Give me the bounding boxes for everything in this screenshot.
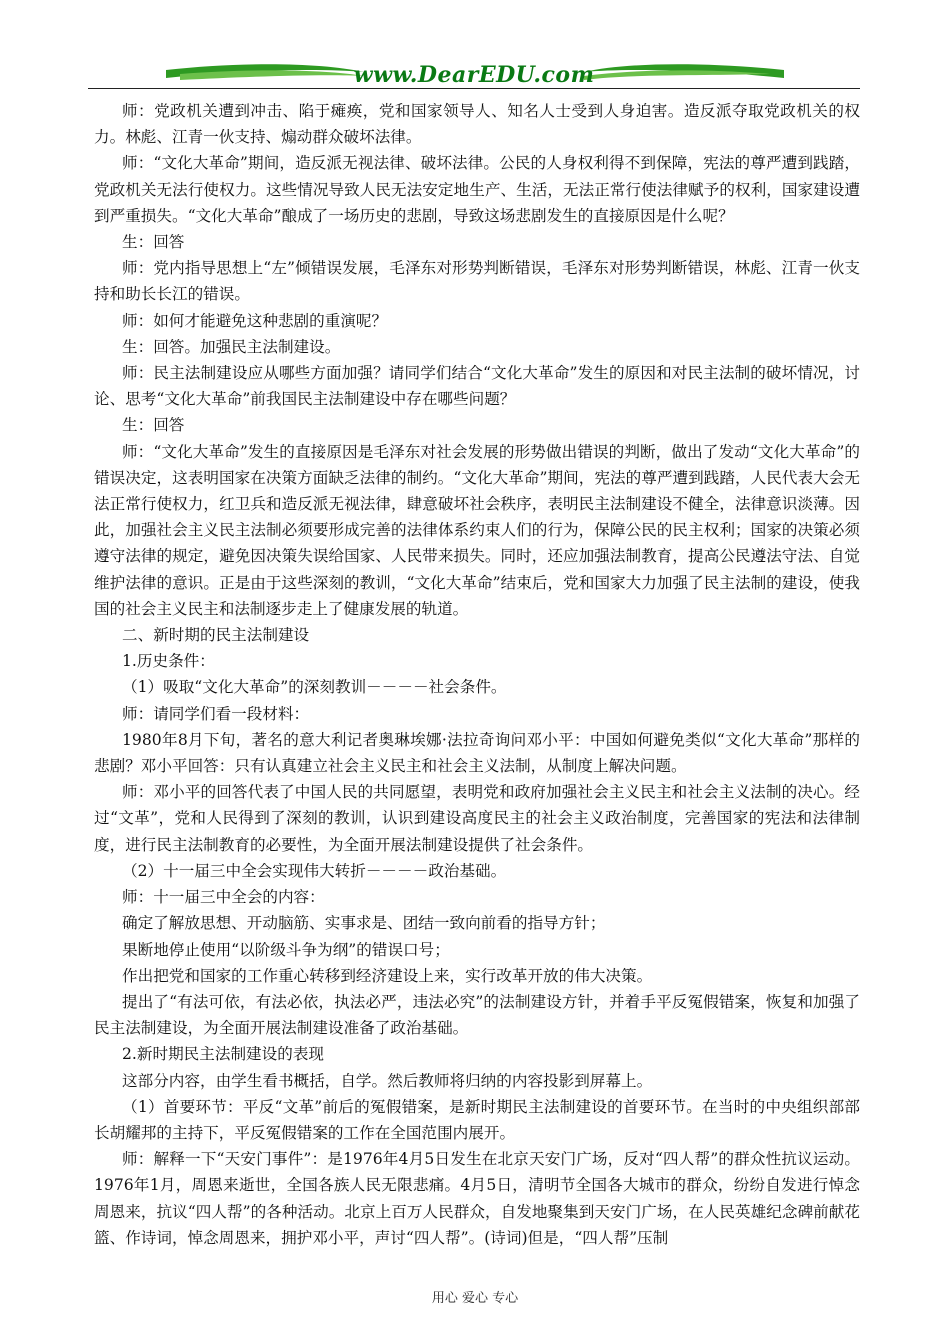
paragraph: 师：民主法制建设应从哪些方面加强？请同学们结合“文化大革命”发生的原因和对民主法制的破坏情况，讨论、思考“文化大革命”前我国民主法制建设中存在哪些问题？	[94, 364, 860, 409]
paragraph: （1）吸取“文化大革命”的深刻教训－－－－社会条件。	[122, 678, 507, 697]
page-footer: 用心 爱心 专心	[431, 1291, 519, 1306]
paragraph: 这部分内容，由学生看书概括，自学。然后教师将归纳的内容投影到屏幕上。	[122, 1071, 653, 1090]
paragraph: （1）首要环节：平反“文革”前后的冤假错案，是新时期民主法制建设的首要环节。在当时的中央组织部部长胡耀邦的主持下，平反冤假错案的工作在全国范围内展开。	[94, 1097, 860, 1142]
paragraph: 生：回答。加强民主法制建设。	[122, 337, 341, 356]
quoted-material: 1980年8月下旬，著名的意大利记者奥琳埃娜·法拉奇询问邓小平：中国如何避免类似“文化大革命”那样的悲剧？邓小平回答：只有认真建立社会主义民主和社会主义法制，从制度上解决问题。	[94, 730, 860, 776]
paragraph: 师：请同学们看一段材料：	[122, 704, 310, 723]
paragraph: 师：十一届三中全会的内容：	[122, 888, 325, 907]
section-heading: 二、新时期的民主法制建设	[122, 626, 310, 645]
paragraph: 师：党内指导思想上“左”倾错误发展，毛泽东对形势判断错误，毛泽东对形势判断错误，林彪、江青一伙支持和助长长江的错误。	[94, 259, 860, 304]
list-item: 确定了解放思想、开动脑筋、实事求是、团结一致向前看的指导方针；	[122, 914, 606, 933]
paragraph: 生：回答	[122, 233, 185, 252]
list-item: 果断地停止使用“以阶级斗争为纲”的错误口号；	[122, 940, 450, 959]
site-name: www.DearEDU.com	[353, 62, 595, 88]
paragraph: 师：解释一下“天安门事件”：是1976年4月5日发生在北京天安门广场，反对“四人帮”的群众性抗议运动。1976年1月，周恩来逝世，全国各族人民无限悲痛。4月5日，清明节全国各大城市的群众，纷纷自发进行悼念周恩来，抗议“四人帮”的各种活动。北京上百万人民群众，自发地聚集到天安门广场，在人民英雄纪念碑前献花篮、作诗词，悼念周恩来，拥护邓小平，声讨“四人帮”。(诗词)但是，“四人帮”压制	[94, 1150, 860, 1247]
paragraph: 师：“文化大革命”期间，造反派无视法律、破坏法律。公民的人身权利得不到保障，宪法的尊严遭到践踏，党政机关无法行使权力。这些情况导致人民无法安定地生产、生活，无法正常行使法律赋予的权利，国家建设遭到严重损失。“文化大革命”酿成了一场历史的悲剧，导致这场悲剧发生的直接原因是什么呢？	[94, 154, 860, 225]
article-body	[94, 98, 860, 1251]
paragraph: 师：如何才能避免这种悲剧的重演呢？	[122, 311, 388, 330]
header-divider	[88, 88, 860, 89]
paragraph: 师：“文化大革命”发生的直接原因是毛泽东对社会发展的形势做出错误的判断，做出了发动“文化大革命”的错误决定，这表明国家在决策方面缺乏法律的制约。“文化大革命”期间，宪法的尊严遭到践踏，人民代表大会无法正常行使权力，红卫兵和造反派无视法律，肆意破坏社会秩序，表明民主法制建设不健全，法律意识淡薄。因此，加强社会主义民主法制必须要形成完善的法律体系约束人们的行为，保障公民的民主权利；国家的决策必须遵守法律的规定，避免因决策失误给国家、人民带来损失。同时，还应加强法制教育，提高公民遵法守法、自觉维护法律的意识。正是由于这些深刻的教训，“文化大革命”结束后，党和国家大力加强了民主法制的建设，使我国的社会主义民主和法制逐步走上了健康发展的轨道。	[94, 442, 860, 618]
list-item: 作出把党和国家的工作重心转移到经济建设上来，实行改革开放的伟大决策。	[122, 966, 653, 985]
subsection-heading: 1.历史条件：	[122, 652, 215, 671]
paragraph: 提出了“有法可依，有法必依，执法必严，违法必究”的法制建设方针，并着手平反冤假错案，恢复和加强了民主法制建设，为全面开展法制建设准备了政治基础。	[94, 992, 860, 1038]
paragraph: （2）十一届三中全会实现伟大转折－－－－政治基础。	[122, 861, 507, 880]
paragraph: 生：回答	[122, 416, 185, 435]
paragraph: 师：党政机关遭到冲击、陷于瘫痪，党和国家领导人、知名人士受到人身迫害。造反派夺取党政机关的权力。林彪、江青一伙支持、煽动群众破坏法律。	[94, 102, 860, 147]
subsection-heading: 2.新时期民主法制建设的表现	[122, 1045, 325, 1064]
site-header-banner	[88, 58, 860, 98]
paragraph: 师：邓小平的回答代表了中国人民的共同愿望，表明党和政府加强社会主义民主和社会主义法制的决心。经过“文革”，党和人民得到了深刻的教训，认识到建设高度民主的社会主义政治制度，完善国家的宪法和法律制度，进行民主法制教育的必要性，为全面开展法制建设提供了社会条件。	[94, 783, 860, 854]
